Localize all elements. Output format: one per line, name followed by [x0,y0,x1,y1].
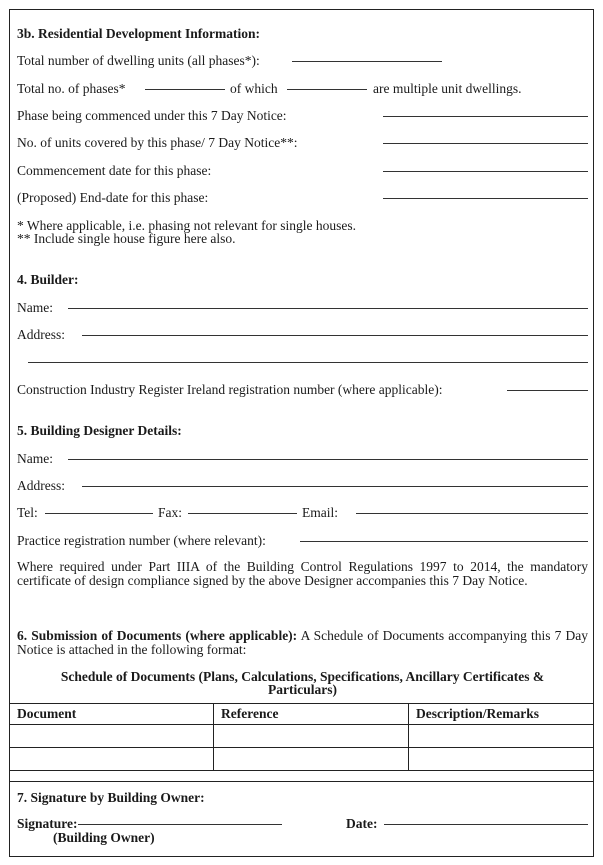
total-phases-label: Total no. of phases* [17,81,126,96]
builder-name-field[interactable] [68,308,588,309]
total-units-label: Total number of dwelling units (all phases*): [17,53,260,68]
fax-label: Fax: [158,505,183,520]
footnote-single-house: ** Include single house figure here also. [17,231,236,246]
builder-address-field-2[interactable] [28,362,588,363]
section-divider [9,781,594,782]
phase-commenced-label: Phase being commenced under this 7 Day Notice: [17,108,287,123]
tel-field[interactable] [45,513,153,514]
total-units-field[interactable] [292,61,442,62]
designer-name-field[interactable] [68,459,588,460]
date-label: Date: [346,816,378,831]
table-row [10,748,594,771]
ciri-field[interactable] [507,390,588,391]
section-3b-heading: 3b. Residential Development Information: [17,26,260,41]
schedule-title-line-1: Schedule of Documents (Plans, Calculations, Specifications, Ancillary Certificates & [60,669,545,684]
section-6-block [17,629,588,656]
section-5-heading: 5. Building Designer Details: [17,423,182,438]
designer-address-field[interactable] [82,486,588,487]
commencement-date-field[interactable] [383,171,588,172]
builder-name-label: Name: [17,300,53,315]
section-4-heading: 4. Builder: [17,272,79,287]
table-row [10,725,594,748]
schedule-header-row [10,704,594,725]
practice-reg-label: Practice registration number (where relevant): [17,533,266,548]
units-covered-field[interactable] [383,143,588,144]
col-reference: Reference [214,704,409,725]
fax-field[interactable] [188,513,297,514]
phase-commenced-field[interactable] [383,116,588,117]
builder-address-field[interactable] [82,335,588,336]
of-which-label: of which [230,81,278,96]
tel-label: Tel: [17,505,38,520]
email-label: Email: [302,505,338,520]
document-cell[interactable] [10,725,214,748]
end-date-field[interactable] [383,198,588,199]
end-date-label: (Proposed) End-date for this phase: [17,190,209,205]
col-description: Description/Remarks [409,704,594,725]
multiple-units-field[interactable] [287,89,367,90]
building-owner-caption: (Building Owner) [53,830,155,845]
total-phases-field[interactable] [145,89,225,90]
email-field[interactable] [356,513,588,514]
schedule-table [9,703,594,771]
multiple-units-label: are multiple unit dwellings. [373,81,522,96]
section-6-text: A Schedule of Documents accompanying this 7 Day Notice is attached in the following format: [17,628,588,657]
section-6-heading: 6. Submission of Documents (where applicable): [17,628,298,643]
schedule-title-line-2: Particulars) [268,682,337,697]
footnote-phasing: * Where applicable, i.e. phasing not relevant for single houses. [17,218,357,233]
commencement-date-label: Commencement date for this phase: [17,163,212,178]
reference-cell[interactable] [214,725,409,748]
section-7-heading: 7. Signature by Building Owner: [17,790,205,805]
practice-reg-field[interactable] [300,541,588,542]
designer-address-label: Address: [17,478,65,493]
design-compliance-paragraph: Where required under Part IIIA of the Building Control Regulations 1997 to 2014, the mandatory certificate of design compliance signed by the above Designer accompanies this 7 Day Notice. [17,559,588,588]
document-cell[interactable] [10,748,214,771]
description-cell[interactable] [409,725,594,748]
builder-address-label: Address: [17,327,65,342]
signature-label: Signature: [17,816,78,831]
col-document: Document [10,704,214,725]
description-cell[interactable] [409,748,594,771]
reference-cell[interactable] [214,748,409,771]
signature-field[interactable] [78,824,282,825]
date-field[interactable] [384,824,588,825]
ciri-label: Construction Industry Register Ireland registration number (where applicable): [17,382,443,397]
units-covered-label: No. of units covered by this phase/ 7 Day Notice**: [17,135,298,150]
designer-name-label: Name: [17,451,53,466]
